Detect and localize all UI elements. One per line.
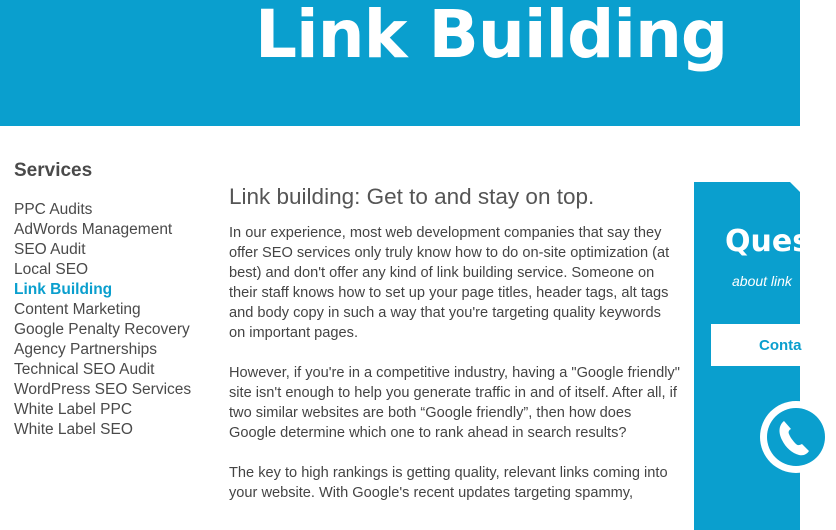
hero-banner bbox=[0, 0, 800, 126]
content-paragraph: In our experience, most web development companies that say they offer SEO services only truly know how to do on-site optimization (at best) and don't offer any kind of link building service. Someone on their staff knows how to set up your page titles, header tags, alt tags and body copy in such a way that you're targeting quality keywords on important pages. bbox=[229, 225, 670, 341]
sidebar-item-seo-audit[interactable]: SEO Audit bbox=[14, 241, 86, 258]
content-paragraph: The key to high rankings is getting quality, relevant links coming into your website. With Google's recent updates targeting spammy, bbox=[229, 465, 668, 501]
sidebar-item-ppc-audits[interactable]: PPC Audits bbox=[14, 201, 93, 218]
panel-corner-notch bbox=[790, 182, 800, 192]
main-content bbox=[229, 184, 681, 523]
cta-subtitle: about link bbox=[732, 273, 792, 289]
sidebar-item-adwords-management[interactable]: AdWords Management bbox=[14, 221, 173, 238]
questions-cta-panel bbox=[694, 182, 825, 530]
content-paragraph: However, if you're in a competitive industry, having a "Google friendly" site isn't enough to help you generate traffic in and of itself. After all, if two similar websites are both “Google friendly”, then how does Google determine which one to rank ahead in search results? bbox=[229, 365, 680, 441]
sidebar-item-agency-partnerships[interactable]: Agency Partnerships bbox=[14, 341, 158, 358]
contact-button[interactable]: Conta bbox=[711, 324, 821, 366]
sidebar-heading: Services bbox=[14, 160, 93, 181]
sidebar-item-white-label-seo[interactable]: White Label SEO bbox=[14, 421, 133, 438]
sidebar-item-white-label-ppc[interactable]: White Label PPC bbox=[14, 401, 133, 418]
sidebar-item-content-marketing[interactable]: Content Marketing bbox=[14, 301, 141, 318]
phone-icon[interactable] bbox=[756, 397, 836, 477]
services-sidebar bbox=[14, 160, 214, 440]
sidebar-item-wordpress-seo-services[interactable]: WordPress SEO Services bbox=[14, 381, 192, 398]
services-list bbox=[14, 200, 214, 440]
cta-title: Quest bbox=[725, 224, 825, 259]
sidebar-item-technical-seo-audit[interactable]: Technical SEO Audit bbox=[14, 361, 155, 378]
sidebar-item-link-building[interactable]: Link Building bbox=[14, 281, 113, 298]
page-title: Link Building bbox=[255, 0, 728, 73]
sidebar-item-local-seo[interactable]: Local SEO bbox=[14, 261, 89, 278]
sidebar-item-google-penalty-recovery[interactable]: Google Penalty Recovery bbox=[14, 321, 190, 338]
content-heading: Link building: Get to and stay on top. bbox=[229, 184, 595, 209]
